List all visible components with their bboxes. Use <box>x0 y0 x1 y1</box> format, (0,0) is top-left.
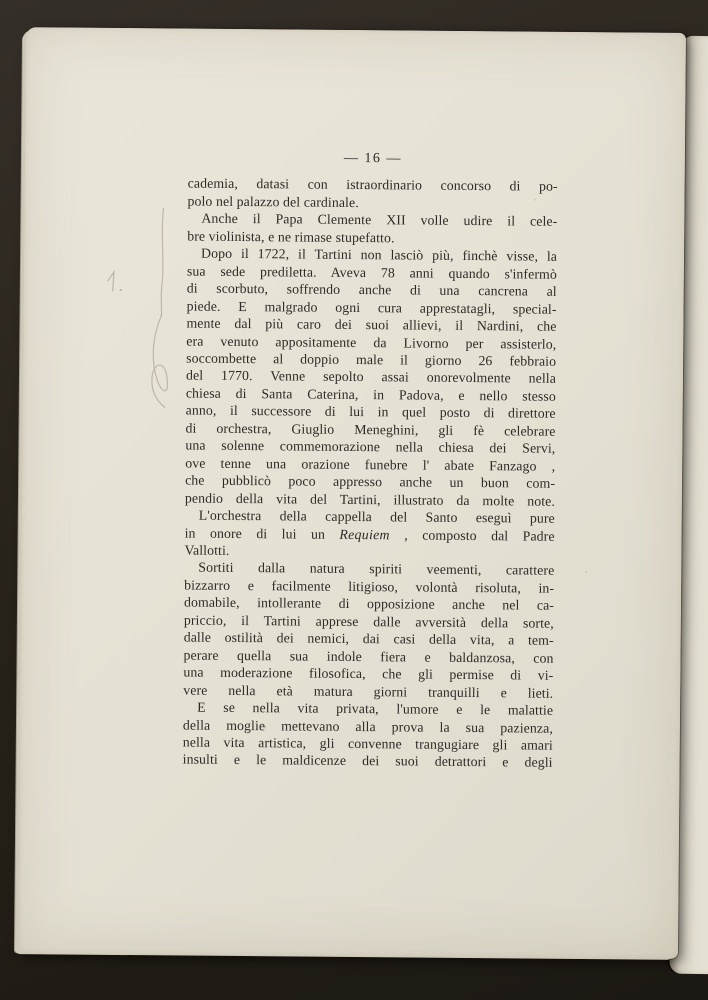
paper-speck <box>585 571 587 573</box>
text-line: una moderazione filosofica, che gli permise di vi- <box>183 664 554 683</box>
text-line: sua sede prediletta. Aveva 78 anni quando s'infermò <box>186 263 557 282</box>
text-line: bizzarro e facilmente litigioso, volontà risoluta, in- <box>184 577 555 596</box>
text-line: ove tenne una orazione funebre l' abate Fanzago , <box>185 455 556 474</box>
book-page <box>18 27 686 959</box>
text-line: nella vita artistica, gli convenne trangugiare gli amari <box>182 734 553 753</box>
text-line: pendio della vita del Tartini, illustrato da molte note. <box>184 490 556 509</box>
text-line: priccio, il Tartini apprese dalle avversità della sorte, <box>183 612 554 631</box>
text-line: Dopo il 1722, il Tartini non lasciò più, finchè visse, la <box>201 245 558 265</box>
text-line: polo nel palazzo del cardinale. <box>187 193 359 210</box>
text-line: soccombette al doppio male il giorno 26 febbraio <box>186 350 557 369</box>
text-line: di scorbuto, soffrendo anche di una cancrena al <box>186 280 557 299</box>
text-line: insulti e le maldicenze dei suoi detrattori e degli <box>182 751 553 771</box>
page-number-header: — 16 — <box>343 150 402 167</box>
text-line: mente dal più caro dei suoi allievi, il Nardini, che <box>186 315 557 334</box>
text-line: anno, il successore di lui in quel posto di direttore <box>185 402 556 422</box>
text-block-lines <box>183 175 558 772</box>
text-line: Anche il Papa Clemente XII volle udire il cele- <box>201 211 558 230</box>
text-line: vere nella età matura giorni tranquilli e lieti. <box>183 682 554 701</box>
text-block <box>183 149 558 772</box>
pencil-mark-dot <box>120 289 122 291</box>
pencil-stroke-long <box>161 208 163 315</box>
text-line: L'orchestra della cappella del Santo eseguì pure <box>198 507 555 526</box>
pencil-mark-one <box>108 272 114 291</box>
text-line: della moglie mettevano alla prova la sua pazienza, <box>182 717 554 736</box>
text-line: era venuto appositamente da Livorno per assisterlo, <box>186 333 557 352</box>
pencil-stroke-flourish <box>152 315 168 407</box>
text-line: del 1770. Venne sepolto assai onorevolmente nella <box>185 367 557 387</box>
text-line: E se nella vita privata, l'umore e le malattie <box>197 699 554 718</box>
text-line: bre violinista, e ne rimase stupefatto. <box>187 228 395 246</box>
text-line: domabile, intollerante di opposizione anche nel ca- <box>183 594 555 614</box>
text-line: dalle ostilità dei nemici, dai casi della vita, a tem- <box>183 629 554 648</box>
text-line: Vallotti. <box>184 542 230 558</box>
text-line: cademia, datasi con istraordinario concorso di po- <box>187 176 558 195</box>
text-line: una solenne commemorazione nella chiesa dei Servi, <box>185 437 556 457</box>
text-line: perare quella sua indole fiera e baldanzosa, con <box>183 647 554 666</box>
text-line: di orchestra, Giuglio Meneghini, gli fè celebrare <box>185 420 556 439</box>
text-line: chiesa di Santa Caterina, in Padova, e nello stesso <box>185 385 556 404</box>
text-line: in onore di lui un Requiem , composto dal Padre <box>184 525 555 544</box>
text-line: che pubblicò poco appresso anche un buon com- <box>185 472 556 491</box>
text-line: Sortiti dalla natura spiriti veementi, carattere <box>198 560 555 579</box>
text-line: piede. E malgrado ogni cura apprestatagli, special- <box>186 298 557 317</box>
